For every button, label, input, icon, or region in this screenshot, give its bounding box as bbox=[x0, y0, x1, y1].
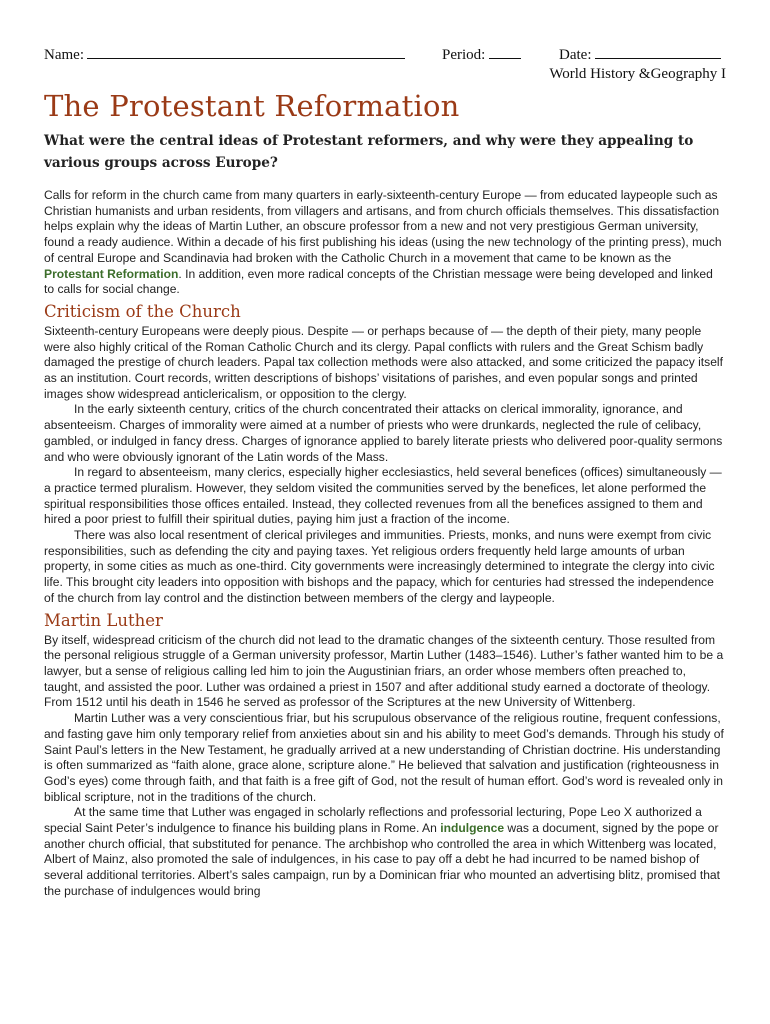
luther-p3-text-before: At the same time that Luther was engaged in scholarly reflections and professorial lecturing, Pope Leo X authorized a special Saint Peter’s indulgence to finance his building plans in Rome. An bbox=[44, 805, 702, 836]
luther-paragraph-2: Martin Luther was a very conscientious friar, but his scrupulous observance of the religious routine, frequent confessions, and fasting gave him only temporary relief from anxieties about sin and his ability to meet God’s demands. Through his study of Saint Paul’s letters in the New Testament, he gradually arrived at a new understanding of Christian doctrine. His understanding is often summarized as “faith alone, grace alone, scripture alone.” He believed that salvation and justification (righteousness in God’s eyes) come through faith, and that faith is a free gift of God, not the result of human effort. God’s word is revealed only in biblical scripture, not in the traditions of the church. bbox=[44, 711, 724, 804]
date-label: Date: bbox=[559, 47, 592, 63]
intro-text-after: . In addition, even more radical concepts of the Christian message were being developed and linked to calls for social change. bbox=[44, 266, 713, 297]
date-field[interactable] bbox=[559, 44, 721, 64]
intro-text-before: Calls for reform in the church came from many quarters in early-sixteenth-century Europe — from educated laypeople such as Christian humanists and urban residents, from villagers and artisans, and from church officials themselves. This dissatisfaction helps explain why the ideas of Martin Luther, an obscure professor from a new and not very prestigious German university, found a ready audience. Within a decade of his first publishing his ideas (using the new technology of the printing press), much of central Europe and Scandinavia had broken with the Catholic Church in a movement that came to be known as the bbox=[44, 188, 722, 265]
name-field[interactable] bbox=[44, 44, 405, 64]
luther-p3-text-after: was a document, signed by the pope or another church official, that substituted for penance. The archbishop who controlled the area in which Wittenberg was located, Albert of Mainz, also promoted the sale of indulgences, in his case to pay off a debt he had incurred to be named bishop of several additional territories. Albert’s sales campaign, run by a Dominican friar who mounted an advertising blitz, promised that the purchase of indulgences would bring bbox=[44, 821, 721, 898]
criticism-paragraph-3: In regard to absenteeism, many clerics, especially higher ecclesiastics, held several benefices (offices) simultaneously — a practice termed pluralism. However, they seldom visited the communities served by the benefices, let alone performed the spiritual responsibilities those offices entailed. Instead, they collected revenues from all the benefices assigned to them and hired a poor priest to fulfill their spiritual duties, paying him just a fraction of the income. bbox=[44, 465, 722, 527]
luther-paragraph-3 bbox=[44, 805, 726, 899]
criticism-paragraph-4: There was also local resentment of clerical privileges and immunities. Priests, monks, and nuns were exempt from civic responsibilities, such as defending the city and paying taxes. Yet religious orders frequently held large amounts of urban property, in some cities as much as one-third. City governments were increasingly determined to integrate the clergy into civic life. This brought city leaders into opposition with bishops and the papacy, which for centuries had stressed the independence of the church from lay control and the distinction between members of the clergy and laypeople. bbox=[44, 528, 715, 605]
course-name: World History &Geography I bbox=[549, 66, 726, 82]
period-field[interactable] bbox=[442, 44, 521, 64]
student-info-header bbox=[44, 44, 726, 82]
period-label: Period: bbox=[442, 47, 486, 63]
intro-paragraph bbox=[44, 188, 726, 298]
page-title: The Protestant Reformation bbox=[44, 89, 460, 123]
section-heading-criticism: Criticism of the Church bbox=[44, 301, 241, 321]
focus-question: What were the central ideas of Protestant reformers, and why were they appealing to various groups across Europe? bbox=[44, 133, 694, 171]
key-term-indulgence: indulgence bbox=[440, 821, 505, 836]
key-term-protestant-reformation: Protestant Reformation bbox=[44, 266, 179, 281]
name-blank-line[interactable] bbox=[87, 44, 405, 59]
period-blank-line[interactable] bbox=[489, 44, 521, 59]
worksheet-page bbox=[44, 44, 726, 900]
criticism-paragraph-1: Sixteenth-century Europeans were deeply pious. Despite — or perhaps because of — the depth of their piety, many people were also highly critical of the Roman Catholic Church and its clergy. Papal conflicts with rulers and the Great Schism badly damaged the prestige of church leaders. Papal tax collection methods were also attacked, and some criticized the papacy itself as an institution. Court records, written descriptions of bishops’ visitations of parishes, and even popular songs and printed images show widespread anticlericalism, or opposition to the clergy. bbox=[44, 323, 723, 401]
criticism-paragraph-2: In the early sixteenth century, critics of the church concentrated their attacks on clerical immorality, ignorance, and absenteeism. Charges of immorality were aimed at a number of priests who were drunkards, neglected the rule of celibacy, gambled, or indulged in fancy dress. Charges of ignorance applied to barely literate priests who delivered poor-quality sermons and who were obviously ignorant of the Latin words of the Mass. bbox=[44, 402, 723, 464]
section-heading-luther: Martin Luther bbox=[44, 610, 163, 630]
name-label: Name: bbox=[44, 47, 84, 63]
date-blank-line[interactable] bbox=[595, 44, 721, 59]
luther-paragraph-1: By itself, widespread criticism of the church did not lead to the dramatic changes of the sixteenth century. Those resulted from the personal religious struggle of a German university professor, Martin Luther (1483–1546). Luther’s father wanted him to be a lawyer, but a sense of religious calling led him to join the Augustinian friars, an order whose members often preached to, taught, and assisted the poor. Luther was ordained a priest in 1507 and after additional study earned a doctorate of theology. From 1512 until his death in 1546 he served as professor of the Scriptures at the new University of Wittenberg. bbox=[44, 632, 724, 710]
